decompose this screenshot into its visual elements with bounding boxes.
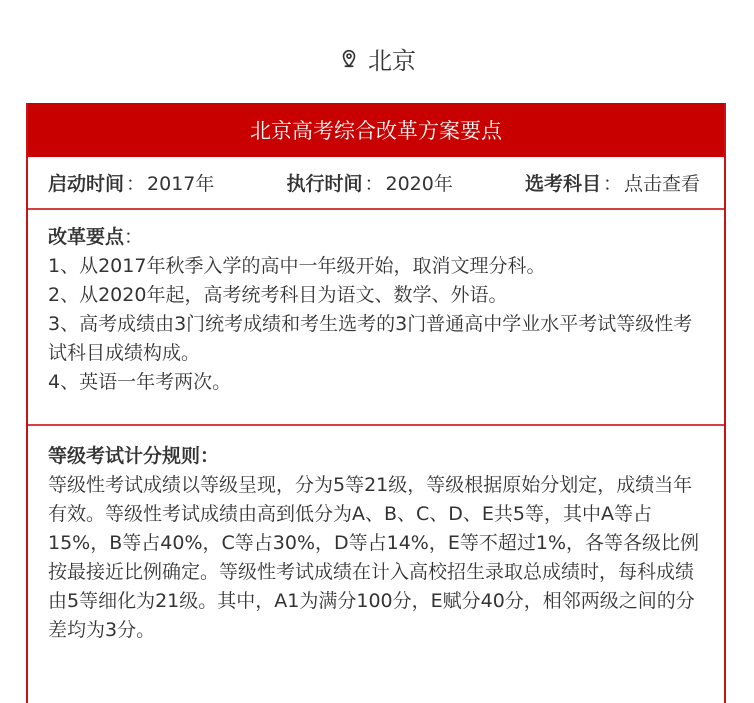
- exec-time-value: 2020年: [385, 173, 453, 195]
- scoring-rules-title: 等级考试计分规则：: [48, 445, 220, 467]
- reform-points-heading: [48, 223, 706, 252]
- exec-time: [286, 169, 452, 196]
- elective-subjects[interactable]: [525, 169, 700, 196]
- location-city: 北京: [368, 46, 416, 75]
- reform-points-title: 改革要点: [48, 226, 125, 248]
- reform-point-1: 1、从2017年秋季入学的高中一年级开始，取消文理分科。: [48, 255, 546, 277]
- elective-subjects-label: 选考科目: [524, 173, 601, 195]
- location-pin-icon: [338, 47, 360, 69]
- elective-subjects-colon: ：: [602, 173, 622, 195]
- scoring-rules-text: 等级性考试成绩以等级呈现，分为5等21级，等级根据原始分划定，成绩当年有效。等级性考试成绩由高到低分为A、B、C、D、E共5等，其中A等占15%，B等占40%，C等占30%，D等占14%，E等不超过1%，各等各级比例按最接近比例确定。等级性考试成绩在计入高校招生录取总成绩时，每科成绩由5等细化为21级。其中，A1为满分100分，E赋分40分，相邻两级之间的分差均为3分。: [48, 474, 700, 641]
- reform-point-3: 3、高考成绩由3门统考成绩和考生选考的3门普通高中学业水平考试等级性考试科目成绩构成。: [48, 313, 693, 364]
- start-time-label: 启动时间: [48, 173, 125, 195]
- meta-row: [28, 157, 724, 210]
- start-time-value: 2017年: [147, 173, 215, 195]
- reform-points-colon: ：: [124, 226, 144, 248]
- start-time: [48, 169, 214, 196]
- reform-point-4: 4、英语一年考两次。: [48, 371, 232, 393]
- card-title: 北京高考综合改革方案要点: [28, 103, 724, 157]
- start-time-colon: ：: [126, 173, 146, 195]
- location-header: [0, 40, 754, 76]
- view-subjects-link[interactable]: 点击查看: [623, 173, 700, 195]
- reform-point-2: 2、从2020年起，高考统考科目为语文、数学、外语。: [48, 284, 508, 306]
- scoring-rules-section: [28, 426, 724, 655]
- reform-points-section: [28, 210, 724, 426]
- reform-card: [26, 103, 726, 703]
- exec-time-colon: ：: [364, 173, 384, 195]
- exec-time-label: 执行时间: [286, 173, 363, 195]
